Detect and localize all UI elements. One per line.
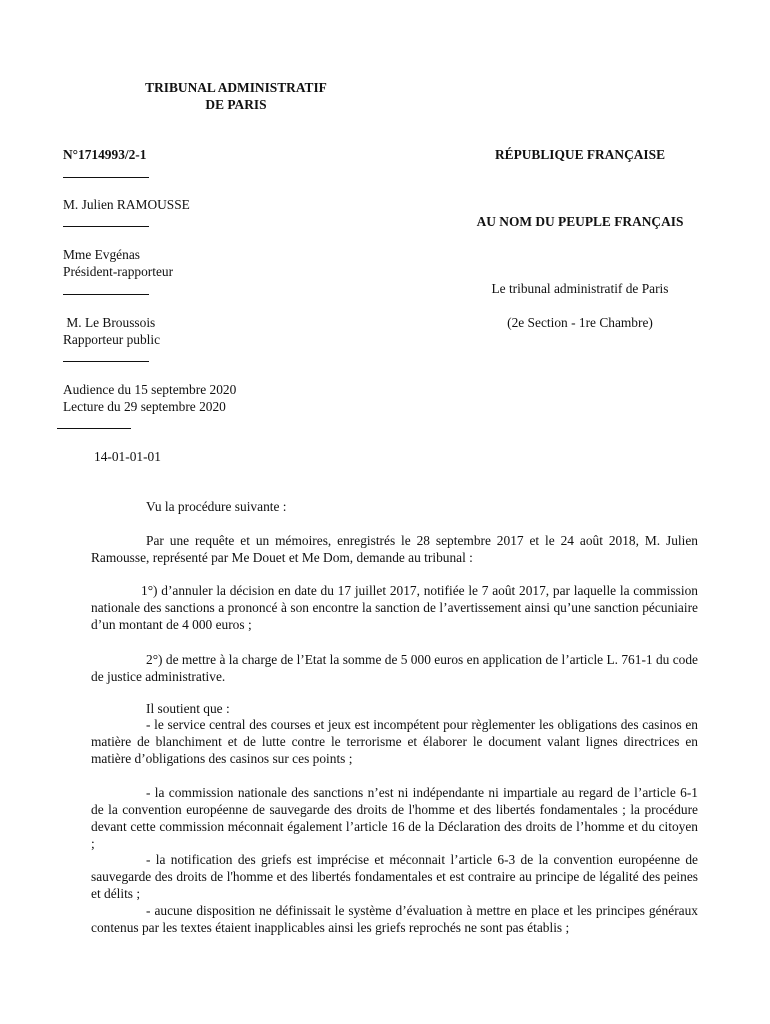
separator (63, 294, 149, 295)
separator (63, 226, 149, 227)
argument-3: - la notification des griefs est imprécise et méconnait l’article 6-3 de la convention européenne de sauvegarde des droits de l'homme et des libertés fondamentales et est contraire au principe de légalité des peines et délits ; (91, 852, 698, 901)
section-line: (2e Section - 1re Chambre) (507, 315, 653, 330)
rapporteur-name: M. Le Broussois (63, 315, 156, 330)
separator (57, 428, 131, 429)
hearing-date: Audience du 15 septembre 2020 (63, 382, 237, 397)
procedure-intro: Vu la procédure suivante : (146, 499, 287, 514)
court-name-line2: DE PARIS (205, 97, 267, 112)
separator (63, 177, 149, 178)
argument-4: - aucune disposition ne définissait le système d’évaluation à mettre en place et les principes généraux contenus par les textes étaient inapplicables ainsi les griefs reprochés ne sont pas établis ; (91, 903, 698, 935)
republic-heading: RÉPUBLIQUE FRANÇAISE (494, 147, 665, 162)
arguments-intro: Il soutient que : (146, 701, 230, 716)
court-name (118, 79, 354, 113)
applicant-name: M. Julien RAMOUSSE (63, 197, 190, 212)
classification-code: 14-01-01-01 (94, 449, 161, 464)
president-name: Mme Evgénas (63, 247, 140, 262)
case-number: N°1714993/2-1 (63, 147, 147, 162)
argument-2: - la commission nationale des sanctions n’est ni indépendante ni impartiale au regard de l’article 6-1 de la convention européenne de sauvegarde des droits de l'homme et des libertés fondamentales ; la procédure devant cette commission méconnait également l’article 16 de la Déclaration des droits de l’homme et du citoyen ; (91, 785, 698, 851)
request-paragraph: Par une requête et un mémoires, enregistrés le 28 septembre 2017 et le 24 août 2018, M. Julien Ramousse, représenté par Me Douet et Me Dom, demande au tribunal : (91, 533, 698, 565)
conclusion-point-2: 2°) de mettre à la charge de l’Etat la somme de 5 000 euros en application de l’article L. 761-1 du code de justice administrative. (91, 652, 698, 684)
reading-date: Lecture du 29 septembre 2020 (63, 399, 226, 414)
rapporteur-role: Rapporteur public (63, 332, 161, 347)
president-role: Président-rapporteur (63, 264, 174, 279)
argument-1: - le service central des courses et jeux est incompétent pour règlementer les obligations des casinos en matière de blanchiment et de lutte contre le terrorisme et élaborer le document valant lignes directrices en matière d’obligations des casinos sur ces points ; (91, 717, 698, 766)
tribunal-line: Le tribunal administratif de Paris (491, 281, 669, 296)
people-heading: AU NOM DU PEUPLE FRANÇAIS (476, 214, 684, 229)
conclusion-point-1: 1°) d’annuler la décision en date du 17 juillet 2017, notifiée le 7 août 2017, par laquelle la commission nationale des sanctions a prononcé à son encontre la sanction de l’avertissement ainsi qu’une sanction pécuniaire d’un montant de 4 000 euros ; (91, 583, 698, 632)
court-name-line1: TRIBUNAL ADMINISTRATIF (145, 80, 327, 95)
separator (63, 361, 149, 362)
